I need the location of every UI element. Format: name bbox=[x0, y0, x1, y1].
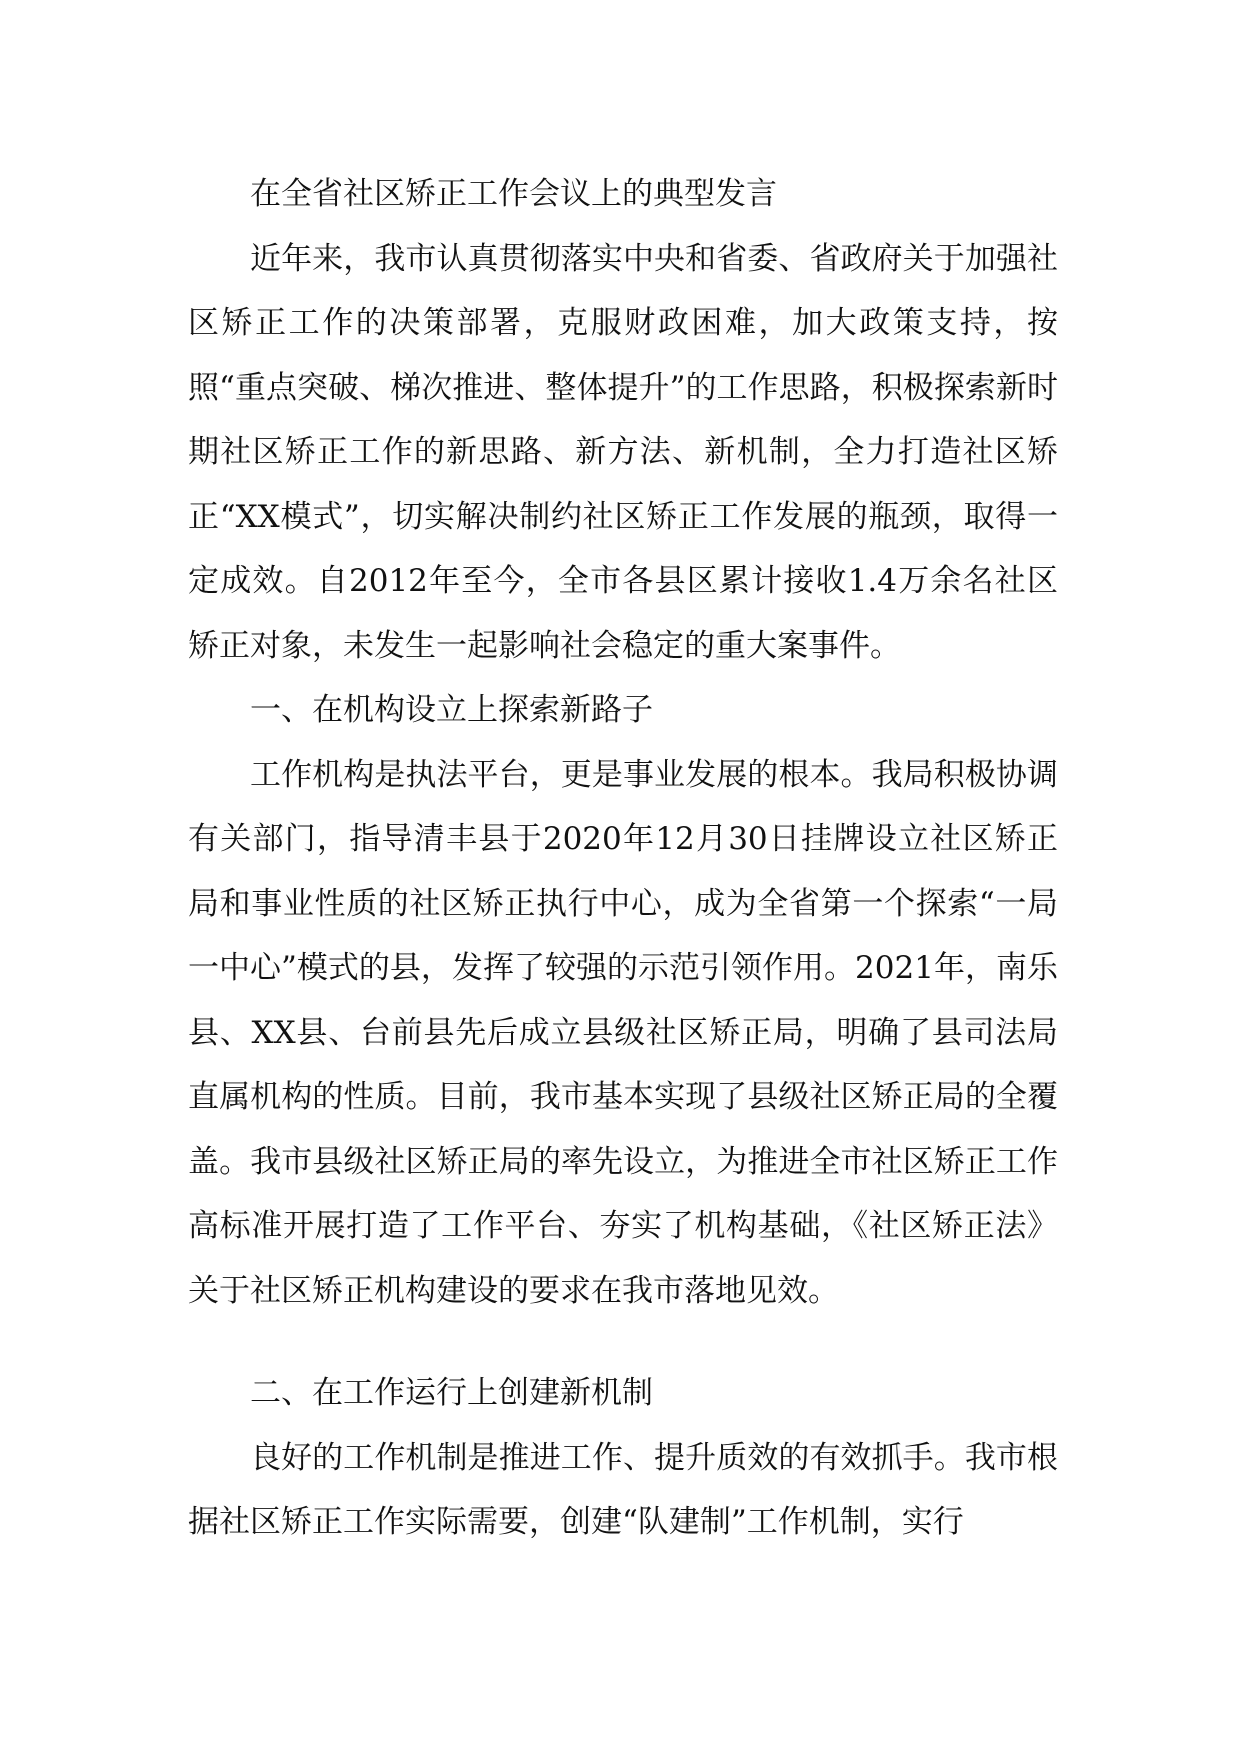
document-title: 在全省社区矫正工作会议上的典型发言 bbox=[250, 176, 777, 212]
body-paragraph: 近年来，我市认真贯彻落实中央和省委、省政府关于加强社区矫正工作的决策部署，克服财政困难，加大政策支持，按照“重点突破、梯次推进、整体提升”的工作思路，积极探索新时期社区矫正工作的新思路、新方法、新机制，全力打造社区矫正“XX模式”，切实解决制约社区矫正工作发展的瓶颈，取得一定成效。自2012年至今，全市各县区累计接收1.4万余名社区矫正对象，未发生一起影响社会稳定的重大案事件。 bbox=[188, 240, 1058, 664]
section-heading: 二、在工作运行上创建新机制 bbox=[250, 1375, 653, 1411]
document-body bbox=[188, 162, 1058, 1555]
body-paragraph: 工作机构是执法平台，更是事业发展的根本。我局积极协调有关部门，指导清丰县于2020年12月30日挂牌设立社区矫正局和事业性质的社区矫正执行中心，成为全省第一个探索“一局一中心”模式的县，发挥了较强的示范引领作用。2021年，南乐县、XX县、台前县先后成立县级社区矫正局，明确了县司法局直属机构的性质。目前，我市基本实现了县级社区矫正局的全覆盖。我市县级社区矫正局的率先设立，为推进全市社区矫正工作高标准开展打造了工作平台、夯实了机构基础，《社区矫正法》关于社区矫正机构建设的要求在我市落地见效。 bbox=[188, 756, 1058, 1309]
section-heading: 一、在机构设立上探索新路子 bbox=[250, 692, 653, 728]
body-paragraph: 良好的工作机制是推进工作、提升质效的有效抓手。我市根据社区矫正工作实际需要，创建“队建制”工作机制，实行 bbox=[188, 1439, 1058, 1540]
